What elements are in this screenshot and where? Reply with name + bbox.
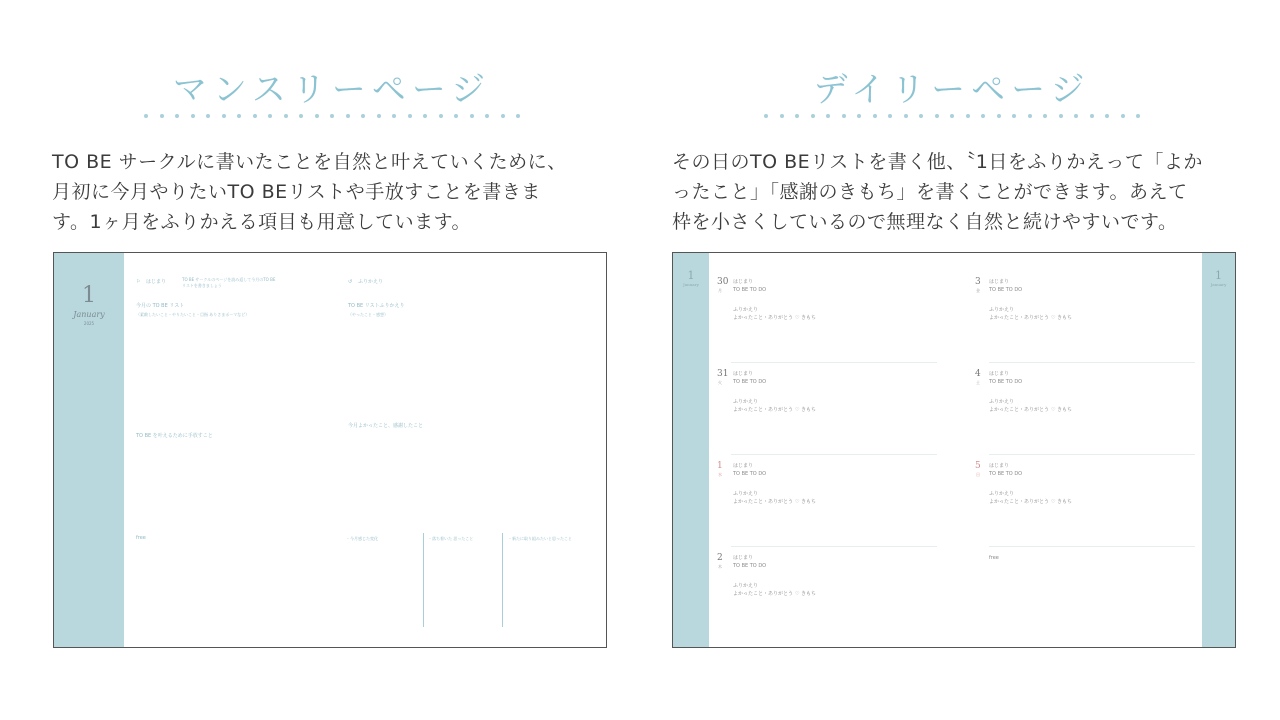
daily-page-preview [672,252,1236,648]
good-label: よかったこと・ありがとう [733,315,794,321]
furikaeri-label: ふりかえり [989,491,1015,497]
col2-label: ・落ち着いた 思ったこと [428,536,474,541]
todo-label: TO BE TO DO [989,471,1023,477]
furikaeri-label: ふりかえり [733,583,759,589]
desc-line: す。1ヶ月をふりかえる項目も用意しています。 [52,211,472,233]
kimochi-label: きもち [1057,499,1073,505]
kimochi-label: きもち [1057,407,1073,413]
month-script: January [73,310,105,319]
month-side-band [54,253,124,647]
furikaeri-label: ふりかえり [733,399,759,405]
entry-dow: 月 [718,288,722,293]
todo-label: TO BE TO DO [733,471,767,477]
entry-rule [731,362,937,363]
kimochi-label: きもち [801,499,817,505]
furikaeri-label: ふりかえり [733,307,759,313]
column-divider [423,533,424,627]
col3-label: ・新たに取り組みたいと思ったこと [508,536,572,541]
hajimari-label: はじまり [989,279,1010,285]
day-entry [717,553,937,639]
month-year: 2025 [83,321,95,326]
right-side-band [1202,253,1235,647]
entry-dow: 金 [976,288,980,293]
todo-label: TO BE TO DO [989,287,1023,293]
hajimari-label: はじまり [146,279,167,285]
furikaeri-label: ふりかえり [989,399,1015,405]
entry-rule [989,454,1195,455]
good-label: よかったこと・ありがとう [989,315,1050,321]
free-label: free [136,535,146,541]
monthly-heading: マンスリーページ [172,70,492,110]
day-entry [975,277,1195,363]
entry-date: 1 [717,461,723,471]
entry-date: 2 [717,553,723,563]
heart-icon: ♡ [1051,315,1056,321]
flag-icon: ⚐ [136,279,141,285]
entry-rule [989,362,1195,363]
tab-number: 1 [687,269,695,282]
kimochi-label: きもち [1057,315,1073,321]
tobe-list-label: 今月の TO BE リスト [136,303,185,309]
monthly-description [52,147,612,237]
entry-date: 5 [975,461,981,471]
daily-heading: デイリーページ [813,70,1091,110]
good-label: よかったこと・ありがとう [733,591,794,597]
day-entry [717,277,937,363]
free-label: free [989,555,999,561]
entry-rule [731,546,937,547]
hajimari-label: はじまり [733,555,754,561]
entry-dow: 火 [718,380,722,385]
kimochi-label: きもち [801,315,817,321]
month-tab-right [1202,269,1235,288]
kimochi-label: きもち [801,407,817,413]
furikaeri-label: ふりかえり [358,279,384,285]
good-label: よかったこと・ありがとう [989,407,1050,413]
good-label: 今月よかったこと、感謝したこと [348,423,424,429]
todo-label: TO BE TO DO [733,379,767,385]
desc-line: 月初に今月やりたいTO BEリストや手放すことを書きま [52,181,541,203]
entry-dow: 日 [976,472,980,477]
todo-label: TO BE TO DO [733,563,767,569]
daily-description [672,147,1232,237]
good-label: よかったこと・ありがとう [733,499,794,505]
hajimari-label: はじまり [989,463,1010,469]
month-tab-left [673,269,709,288]
tab-month: January [1210,282,1227,287]
hajimari-label: はじまり [989,371,1010,377]
desc-line: 枠を小さくしているので無理なく自然と続けやすいです。 [672,211,1178,233]
entry-date: 3 [975,277,981,287]
tobe-review-label: TO BE リストふりかえり [348,303,405,309]
entry-date: 4 [975,369,981,379]
heart-icon: ♡ [795,315,800,321]
tobe-list-sub: （素敵したいこと・やりたいこと・目指 ありさまポーマなど） [136,312,250,317]
todo-label: TO BE TO DO [733,287,767,293]
todo-label: TO BE TO DO [989,379,1023,385]
entry-dow: 土 [976,380,980,385]
undo-icon: ↺ [348,279,353,285]
heart-icon: ♡ [1051,407,1056,413]
day-entry [717,369,937,455]
kimochi-label: きもち [801,591,817,597]
entry-date: 30 [717,277,729,287]
hajimari-label: はじまり [733,371,754,377]
dotted-divider [144,110,520,122]
letgo-label: TO BE を叶えるために手放すこと [136,433,213,439]
heart-icon: ♡ [795,407,800,413]
column-divider [502,533,503,627]
tobe-review-sub: （やったこと・感想） [348,312,388,317]
furikaeri-label: ふりかえり [733,491,759,497]
furikaeri-label: ふりかえり [989,307,1015,313]
entry-rule [989,546,1195,547]
tab-number: 1 [1215,269,1222,282]
hajimari-note: TO BE サークルのページを読み返して今月のTO BE リストを書きましょう [182,277,276,288]
entry-dow: 水 [718,472,722,477]
desc-line: TO BE サークルに書いたことを自然と叶えていくために、 [52,151,567,173]
entry-rule [731,454,937,455]
tab-month: January [683,282,699,287]
day-entry [975,369,1195,455]
left-side-band [673,253,709,647]
desc-line: ったこと」「感謝のきもち」を書くことができます。あえて [672,181,1188,203]
good-label: よかったこと・ありがとう [733,407,794,413]
heart-icon: ♡ [795,591,800,597]
col1-label: ・今月感じた変化 [346,536,378,541]
month-number: 1 [82,283,96,308]
day-entry [717,461,937,547]
good-label: よかったこと・ありがとう [989,499,1050,505]
day-entry [975,461,1195,547]
entry-date: 31 [717,369,729,379]
monthly-page-preview [53,252,607,648]
hajimari-label: はじまり [733,463,754,469]
hajimari-label: はじまり [733,279,754,285]
heart-icon: ♡ [1051,499,1056,505]
heart-icon: ♡ [795,499,800,505]
entry-dow: 木 [718,564,722,569]
dotted-divider [764,110,1140,122]
desc-line: その日のTO BEリストを書く他、〝1日をふりかえって「よか [672,151,1203,173]
